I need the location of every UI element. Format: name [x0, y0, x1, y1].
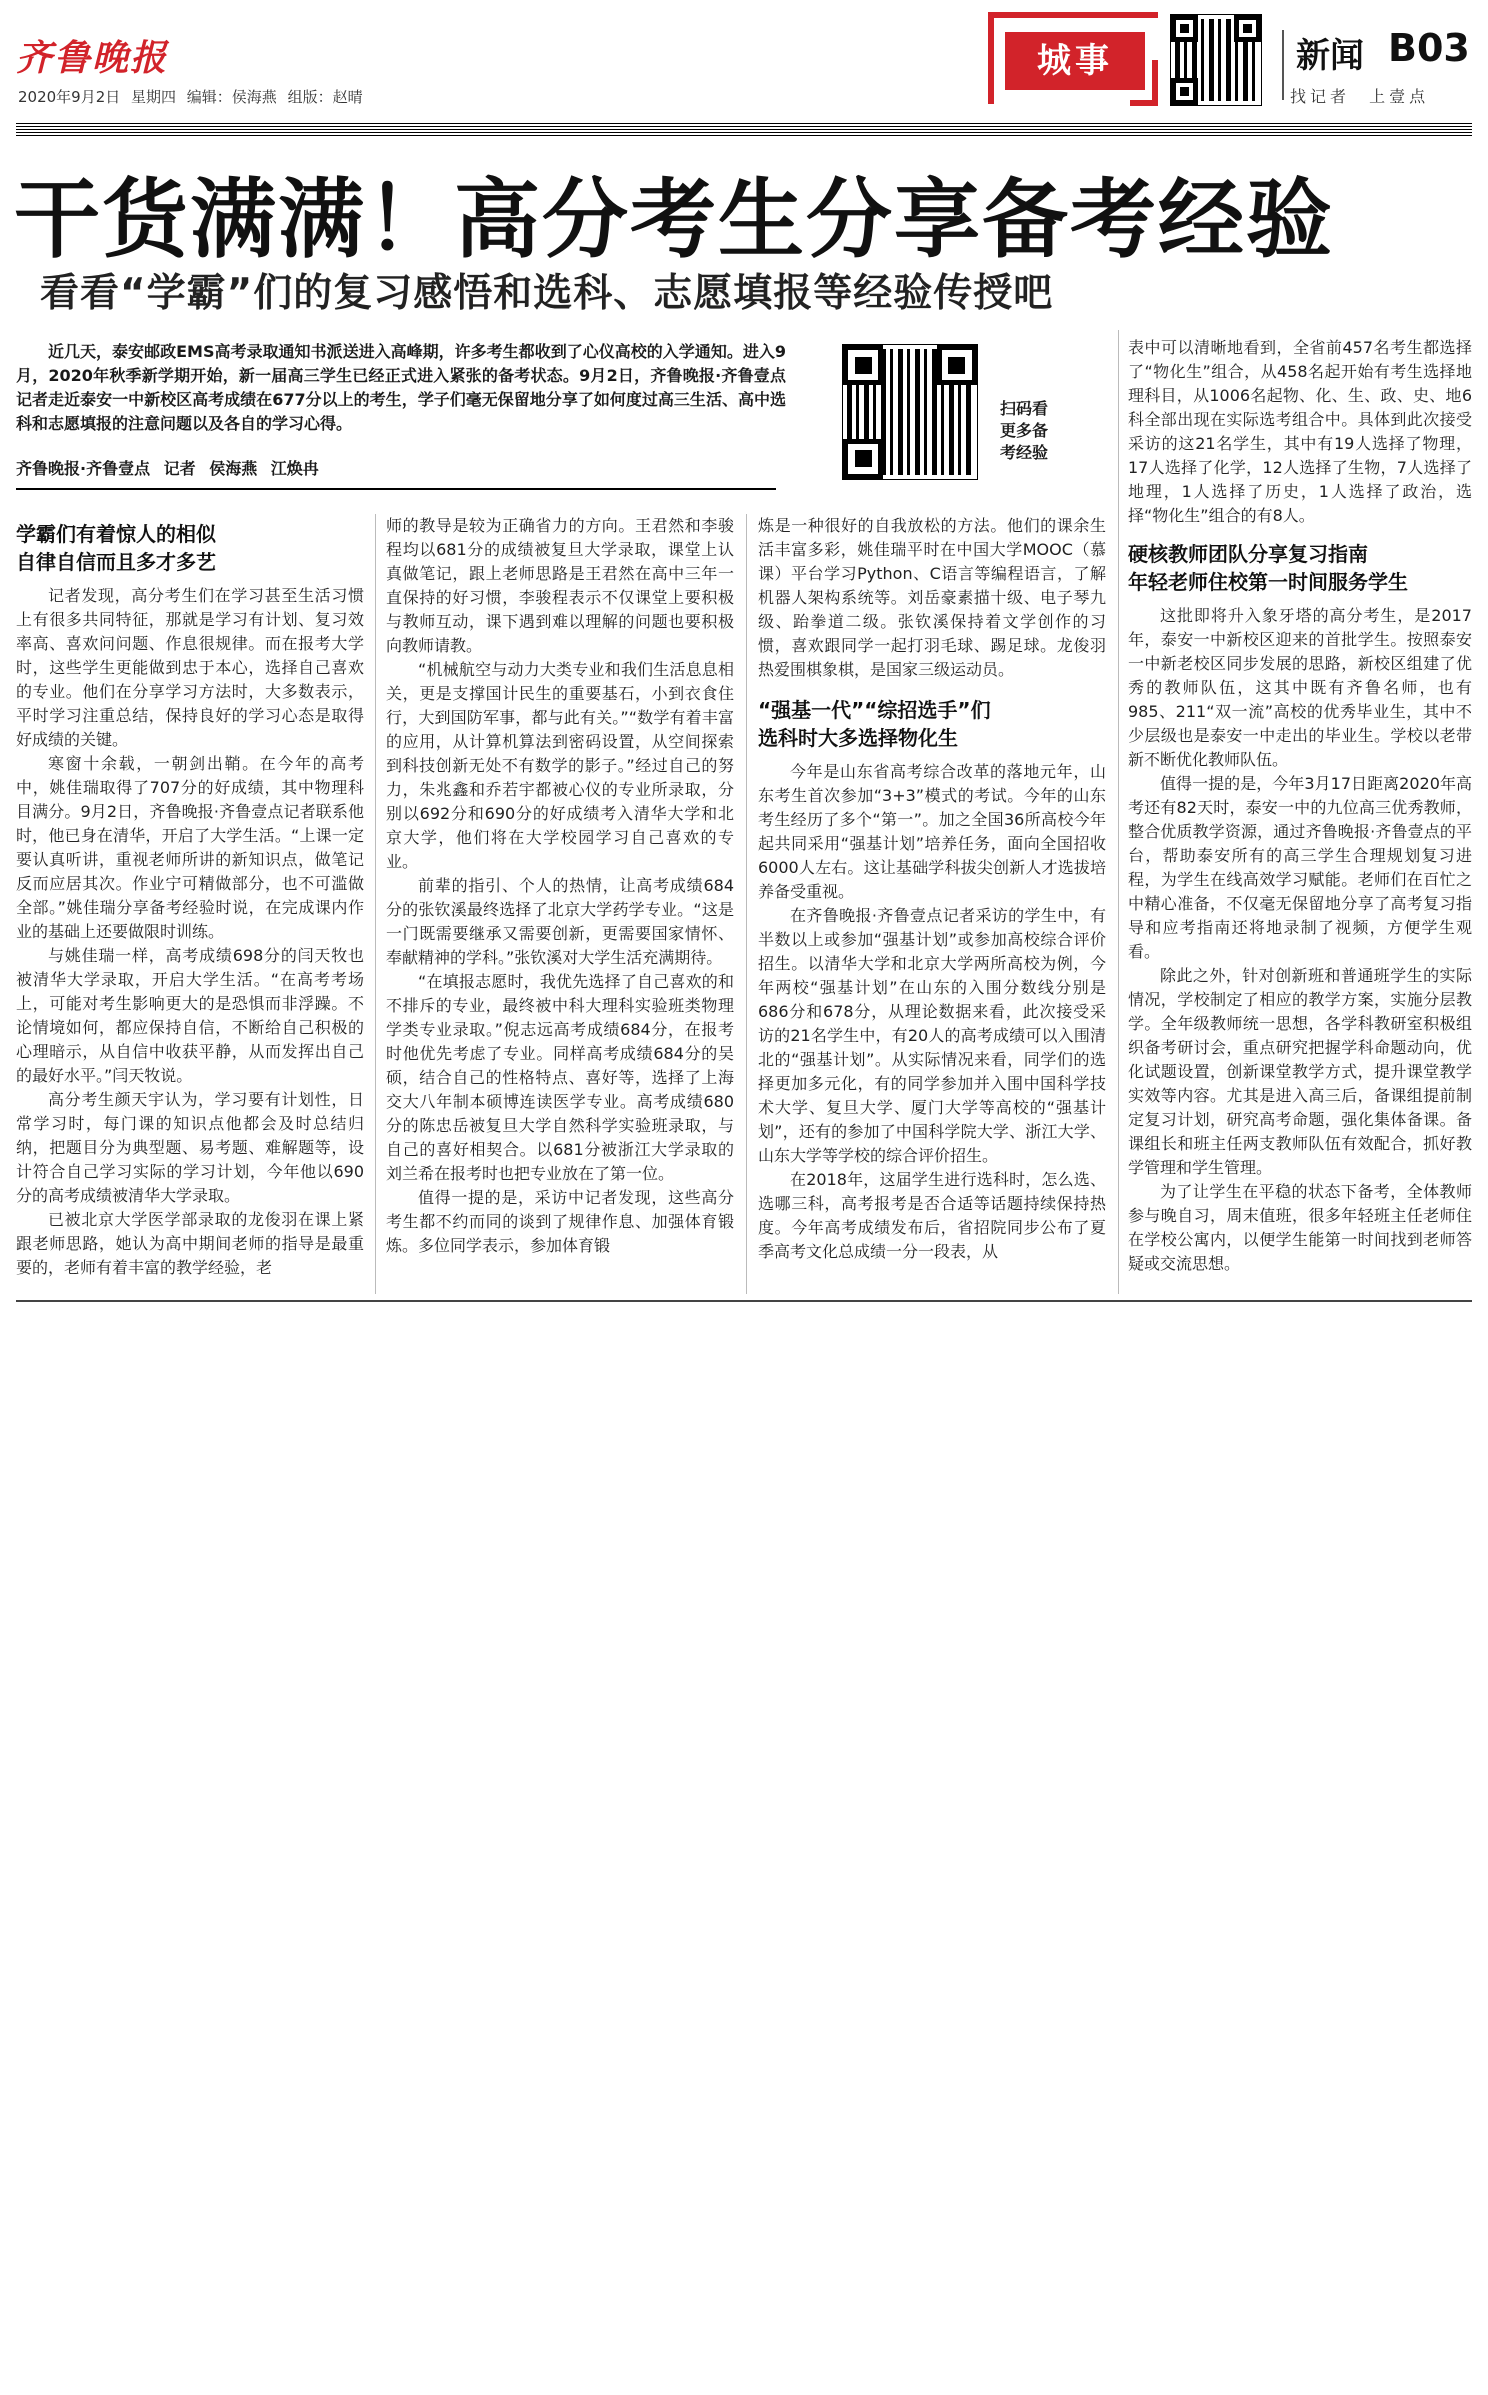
paragraph: 炼是一种很好的自我放松的方法。他们的课余生活丰富多彩，姚佳瑞平时在中国大学MOOC（慕课）平台学习Python、C语言等编程语言，了解机器人架构系统等。刘岳豪素描十级、电子琴九级、跆拳道二级。张钦溪保持着文学创作的习惯，喜欢跟同学一起打羽毛球、踢足球。龙俊羽热爱围棋象棋，是国家三级运动员。	[758, 516, 1106, 679]
paragraph: 在2018年，这届学生进行选科时，怎么选、选哪三科，高考报考是否合适等话题持续保持热度。今年高考成绩发布后，省招院同步公布了夏季高考文化总成绩一分一段表，从	[758, 1170, 1106, 1261]
paragraph: 值得一提的是，今年3月17日距离2020年高考还有82天时，泰安一中的九位高三优秀教师，整合优质教学资源，通过齐鲁晚报·齐鲁壹点的平台，帮助泰安所有的高三学生合理规划复习进程，为学生在线高效学习赋能。老师们在百忙之中精心准备，不仅毫无保留地分享了高考复习指导和应考指南还将地录制了视频，方便学生观看。	[1128, 774, 1472, 961]
column-rule	[375, 514, 376, 1294]
header-divider	[1282, 30, 1284, 100]
page-number: B03	[1388, 26, 1470, 70]
paragraph: 已被北京大学医学部录取的龙俊羽在课上紧跟老师思路，她认为高中期间老师的指导是最重要的，老师有着丰富的教学经验，老	[16, 1210, 364, 1277]
paragraph: 师的教导是较为正确省力的方向。王君然和李骏程均以681分的成绩被复旦大学录取，课堂上认真做笔记，跟上老师思路是王君然在高中三年一直保持的好习惯，李骏程表示不仅课堂上要积极与教师互动，课下遇到难以理解的问题也要积极向教师请教。	[386, 516, 734, 655]
dateline: 2020年9月2日 星期四 编辑：侯海燕 组版：赵晴	[18, 88, 363, 106]
paragraph: 表中可以清晰地看到，全省前457名考生都选择了“物化生”组合，从458名起开始有考生选择地理科目，从1006名起物、化、生、政、史、地6科全部出现在实际选考组合中。具体到此次接受采访的这21名学生，其中有19人选择了物理，17人选择了化学，12人选择了生物，7人选择了地理，1人选择了历史，1人选择了政治，选择“物化生”组合的有8人。	[1128, 338, 1472, 525]
paragraph: 这批即将升入象牙塔的高分考生，是2017年，泰安一中新校区迎来的首批学生。按照泰安一中新老校区同步发展的思路，新校区组建了优秀的教师队伍，这其中既有齐鲁名师，也有985、211“双一流”高校的优秀毕业生，其中不少层级也是泰安一中走出的毕业生。学校以老带新不断优化教师队伍。	[1128, 606, 1472, 769]
paragraph: 值得一提的是，采访中记者发现，这些高分考生都不约而同的谈到了规律作息、加强体育锻炼。多位同学表示，参加体育锻	[386, 1188, 734, 1255]
subheadline: 看看“学霸”们的复习感悟和选科、志愿填报等经验传授吧	[40, 271, 1054, 316]
paragraph: 前辈的指引、个人的热情，让高考成绩684分的张钦溪最终选择了北京大学药学专业。“这是一门既需要继承又需要创新，更需要国家情怀、奉献精神的学科。”张钦溪对大学生活充满期待。	[386, 876, 734, 967]
article-qr-code-icon[interactable]	[842, 344, 978, 480]
paragraph: 与姚佳瑞一样，高考成绩698分的闫天牧也被清华大学录取，开启大学生活。“在高考考场上，可能对考生影响更大的是恐惧而非浮躁。不论情境如何，都应保持自信，不断给自己积极的心理暗示，从自信中收获平静，从而发挥出自己的最好水平。”闫天牧说。	[16, 946, 364, 1085]
paragraph: 记者发现，高分考生们在学习甚至生活习惯上有很多共同特征，那就是学习有计划、复习效率高、喜欢问问题、作息很规律。而在报考大学时，这些学生更能做到忠于本心，选择自己喜欢的专业。他们在分享学习方法时，大多数表示，平时学习注重总结，保持良好的学习心态是取得好成绩的关键。	[16, 586, 364, 749]
paragraph: 今年是山东省高考综合改革的落地元年，山东考生首次参加“3+3”模式的考试。今年的山东考生经历了多个“第一”。加之全国36所高校今年起共同采用“强基计划”培养任务，面向全国招收6000人左右。这让基础学科拔尖创新人才选拔培养备受重视。	[758, 762, 1106, 901]
byline: 齐鲁晚报·齐鲁壹点 记者 侯海燕 江焕冉	[16, 459, 319, 478]
paragraph: 除此之外，针对创新班和普通班学生的实际情况，学校制定了相应的教学方案，实施分层教学。全年级教师统一思想，各学科教研室积极组织备考研讨会，重点研究把握学科命题动向，优化试题设置，创新课堂教学方式，提升课堂教学实效等内容。尤其是进入高三后，备课组提前制定复习计划，研究高考命题，强化集体备课。备课组长和班主任两支教师队伍有效配合，抓好教学管理和学生管理。	[1128, 966, 1472, 1177]
paragraph: 为了让学生在平稳的状态下备考，全体教师参与晚自习，周末值班，很多年轻班主任老师住在学校公寓内，以便学生能第一时间找到老师答疑或交流思想。	[1128, 1182, 1472, 1273]
column-rule	[1118, 330, 1119, 1294]
column-4-heading: 硬核教师团队分享复习指南 年轻老师住校第一时间服务学生	[1128, 542, 1408, 594]
article-bottom-rule	[16, 1300, 1472, 1302]
section-tag: 城事	[1005, 32, 1145, 90]
column-2	[386, 514, 734, 1258]
byline-rule	[16, 488, 776, 490]
news-label: 新闻	[1296, 36, 1364, 76]
newspaper-logo: 齐鲁晚报	[16, 37, 169, 79]
column-rule	[746, 514, 747, 1294]
paragraph: 在齐鲁晚报·齐鲁壹点记者采访的学生中，有半数以上或参加“强基计划”或参加高校综合评价招生。以清华大学和北京大学两所高校为例，今年两校“强基计划”在山东的入围分数线分别是686分和678分，从理论数据来看，此次接受采访的21名学生中，有20人的高考成绩可以入围清北的“强基计划”。从实际情况来看，同学们的选择更加多元化，有的同学参加并入围中国科学技术大学、复旦大学、厦门大学等高校的“强基计划”，还有的参加了中国科学院大学、浙江大学、山东大学等学校的综合评价招生。	[758, 906, 1106, 1165]
column-1-heading: 学霸们有着惊人的相似 自律自信而且多才多艺	[16, 522, 216, 574]
paragraph: 寒窗十余载，一朝剑出鞘。在今年的高考中，姚佳瑞取得了707分的好成绩，其中物理科目满分。9月2日，齐鲁晚报·齐鲁壹点记者联系他时，他已身在清华，开启了大学生活。“上课一定要认真听讲，重视老师所讲的新知识点，做笔记反而应居其次。作业宁可精做部分，也不可滥做全部。”姚佳瑞分享备考经验时说，在完成课内作业的基础上还要做限时训练。	[16, 754, 364, 941]
column-3	[758, 514, 1106, 1264]
lead-paragraph: 近几天，泰安邮政EMS高考录取通知书派送进入高峰期，许多考生都收到了心仪高校的入学通知。进入9月，2020年秋季新学期开始，新一届高三学生已经正式进入紧张的备考状态。9月2日，齐鲁晚报·齐鲁壹点记者走近泰安一中新校区高考成绩在677分以上的考生，学子们毫无保留地分享了如何度过高三生活、高中选科和志愿填报的注意问题以及各自的学习心得。	[16, 342, 786, 433]
headline: 干货满满！高分考生分享备考经验	[14, 170, 1334, 270]
qr-caption: 扫码看更多备考经验	[1000, 399, 1049, 462]
paragraph: “在填报志愿时，我优先选择了自己喜欢的和不排斥的专业，最终被中科大理科实验班类物理学类专业录取。”倪志远高考成绩684分，在报考时他优先考虑了专业。同样高考成绩684分的吴硕，结合自己的性格特点、喜好等，选择了上海交大八年制本硕博连读医学专业。高考成绩680分的陈忠岳被复旦大学自然科学实验班录取，与自己的喜好相契合。以681分被浙江大学录取的刘兰希在报考时也把专业放在了第一位。	[386, 972, 734, 1183]
column-1	[16, 514, 364, 1280]
column-3-heading: “强基一代”“综招选手”们 选科时大多选择物化生	[758, 698, 991, 750]
paragraph: 高分考生颜天宇认为，学习要有计划性，日常学习时，每门课的知识点他都会及时总结归纳，把题目分为典型题、易考题、难解题等，设计符合自己学习实际的学习计划，今年他以690分的高考成绩被清华大学录取。	[16, 1090, 364, 1205]
qr-code-icon[interactable]	[1170, 14, 1262, 106]
reporter-line: 找记者 上壹点	[1290, 87, 1430, 106]
column-4	[1128, 336, 1472, 1276]
top-hatch-bar	[16, 122, 1472, 136]
masthead	[0, 0, 1488, 130]
paragraph: “机械航空与动力大类专业和我们生活息息相关，更是支撑国计民生的重要基石，小到衣食住行，大到国防军事，都与此有关。”“数学有着丰富的应用，从计算机算法到密码设置，从空间探索到科技创新无处不有数学的影子。”经过自己的努力，朱兆鑫和乔若宇都被心仪的专业所录取，分别以692分和690分的好成绩考入清华大学和北京大学，他们将在大学校园学习自己喜欢的专业。	[386, 660, 734, 871]
